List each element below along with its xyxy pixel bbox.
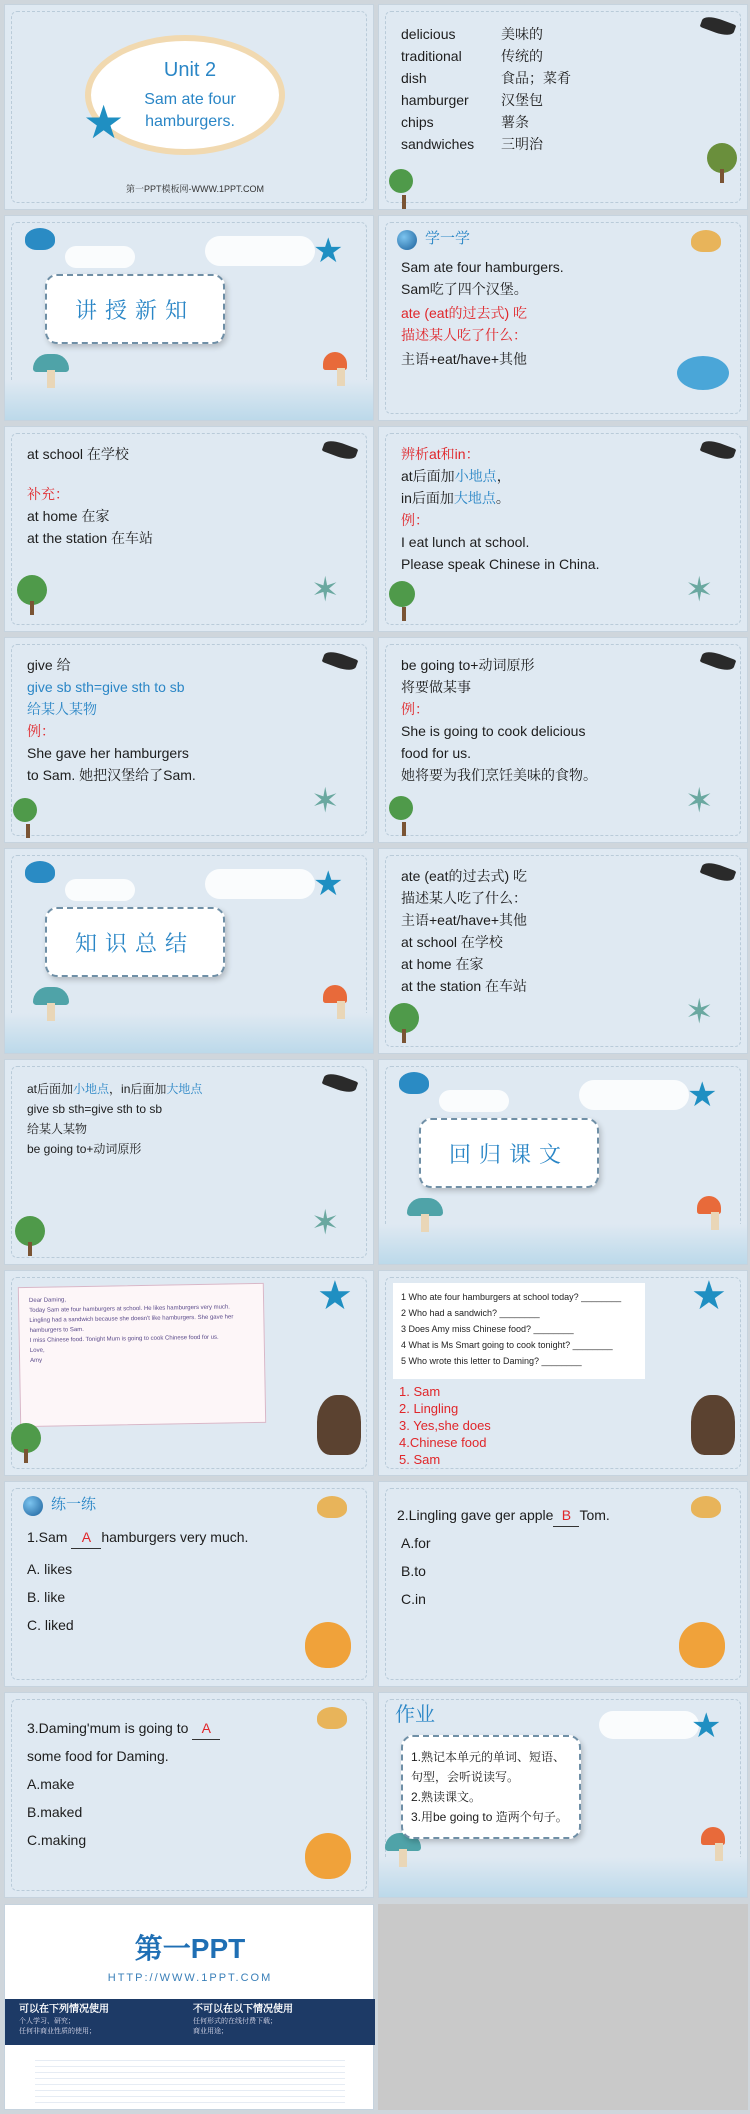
letter-line: Lingling had a sandwich because she doesn't like hamburgers. She gave her xyxy=(29,1314,234,1324)
bird-icon xyxy=(677,356,729,390)
small-tree-icon xyxy=(389,169,413,193)
fox-icon xyxy=(305,1622,351,1668)
option-item[interactable]: C.in xyxy=(401,1591,426,1607)
slide-practice-3[interactable] xyxy=(4,1692,374,1898)
brand-logo: 第一PPT xyxy=(134,1933,246,1964)
starfish-icon: ✶ xyxy=(685,571,714,609)
slide-place-phrases[interactable] xyxy=(4,426,374,632)
text-line: I eat lunch at school. xyxy=(401,534,530,550)
homework-item: 3.用be going to 造两个句子。 xyxy=(411,1810,568,1824)
vocab-word: dish xyxy=(401,70,427,86)
slide-vocabulary[interactable] xyxy=(378,4,748,210)
answer-blank[interactable]: A xyxy=(71,1526,101,1549)
question-continued: some food for Daming. xyxy=(27,1748,169,1764)
shell-icon xyxy=(25,228,55,250)
text-line: 例： xyxy=(401,512,429,528)
question-line: 4 What is Ms Smart going to cook tonight? ________ xyxy=(401,1340,613,1350)
link-list-placeholder xyxy=(35,2055,345,2103)
shell-icon xyxy=(691,230,721,252)
text-line: at school 在学校 xyxy=(27,446,129,462)
slide-summary-1[interactable] xyxy=(378,848,748,1054)
text-line: at home 在家 xyxy=(27,508,110,524)
question: 3.Daming'mum is going to A xyxy=(27,1717,220,1740)
starfish-icon: ★ xyxy=(691,1707,722,1745)
text-line: 主语+eat/have+其他 xyxy=(401,351,528,367)
letter-line: Dear Daming, xyxy=(28,1297,67,1304)
text-line: at the station 在车站 xyxy=(401,978,528,994)
mushroom-icon xyxy=(323,352,347,370)
text-line: be going to+动词原形 xyxy=(401,657,535,673)
license-left-line: 个人学习、研究； xyxy=(19,2018,75,2025)
starfish-icon: ★ xyxy=(317,1274,353,1318)
text-line: She gave her hamburgers xyxy=(27,745,189,761)
cloud xyxy=(599,1711,699,1739)
text-line: 例： xyxy=(27,723,55,739)
slide-at-in[interactable] xyxy=(378,426,748,632)
water xyxy=(379,1224,747,1264)
question-line: 3 Does Amy miss Chinese food? ________ xyxy=(401,1324,574,1334)
vocab-word: chips xyxy=(401,114,434,130)
bird-icon xyxy=(322,438,359,463)
text-line: ate (eat的过去式) 吃 xyxy=(401,868,528,884)
text-line: be going to+动词原形 xyxy=(27,1142,142,1156)
vocab-meaning: 三明治 xyxy=(501,136,543,152)
text-line: She is going to cook delicious xyxy=(401,723,586,739)
homework-item: 1.熟记本单元的单词、短语、 xyxy=(411,1750,566,1764)
shell-icon xyxy=(317,1496,347,1518)
license-right-line: 任何形式的在线付费下载； xyxy=(193,2018,277,2025)
license-left-line: 任何非商业性质的使用； xyxy=(19,2028,96,2035)
credit-text: 第一PPT模板网-WWW.1PPT.COM xyxy=(126,184,264,194)
empty-slot xyxy=(378,1904,748,2110)
letter-text xyxy=(19,1284,264,1374)
bird-icon xyxy=(322,649,359,674)
letter-line: I miss Chinese food. Tonight Mum is going to cook Chinese food for us. xyxy=(29,1334,219,1344)
text-line: 辨析at和in： xyxy=(401,446,480,462)
fox-icon xyxy=(679,1622,725,1668)
license-left-title: 可以在下列情况使用 xyxy=(19,2004,109,2015)
text-line: in后面加大地点。 xyxy=(401,490,510,506)
text-line: 描述某人吃了什么： xyxy=(401,890,527,906)
cloud xyxy=(205,236,315,266)
bird-icon xyxy=(700,649,737,674)
mushroom-icon xyxy=(33,354,69,372)
mushroom-icon xyxy=(701,1827,725,1845)
globe-icon xyxy=(397,230,417,250)
text-line: Sam ate four hamburgers. xyxy=(401,259,564,275)
bird-icon xyxy=(700,438,737,463)
homework-list xyxy=(403,1737,579,1837)
starfish-icon: ✶ xyxy=(311,1204,340,1242)
starfish-icon: ★ xyxy=(313,865,344,903)
starfish-icon: ✶ xyxy=(685,782,714,820)
text-line: 补充： xyxy=(27,486,69,502)
section-box: 知识总结 xyxy=(45,907,225,977)
text-line: give sb sth=give sth to sb xyxy=(27,1102,163,1116)
vocab-word: traditional xyxy=(401,48,462,64)
text-line: 例： xyxy=(401,701,429,717)
text-line: at home 在家 xyxy=(401,956,484,972)
water xyxy=(5,1013,373,1053)
text-line: Please speak Chinese in China. xyxy=(401,556,600,572)
text-line: 给某人某物 xyxy=(27,1122,88,1136)
questions-list xyxy=(393,1283,645,1375)
option-item[interactable]: B.maked xyxy=(27,1804,83,1820)
option-item[interactable]: A.make xyxy=(27,1776,75,1792)
text-line: at the station 在车站 xyxy=(27,530,154,546)
license-bar xyxy=(5,1999,375,2045)
option-item[interactable]: C.making xyxy=(27,1832,87,1848)
slide-practice-1[interactable] xyxy=(4,1481,374,1687)
answer-line: 5. Sam xyxy=(399,1452,441,1467)
text-line: 描述某人吃了什么： xyxy=(401,327,527,343)
text-line: 主语+eat/have+其他 xyxy=(401,912,528,928)
slide-section-teach[interactable] xyxy=(4,215,374,421)
answer-line: 1. Sam xyxy=(399,1384,441,1399)
question-line: 5 Who wrote this letter to Daming? ________ xyxy=(401,1356,582,1366)
water xyxy=(379,1857,747,1897)
slide-homework[interactable] xyxy=(378,1692,748,1898)
bird-icon xyxy=(322,1071,359,1096)
option-item[interactable]: A.for xyxy=(401,1535,431,1551)
starfish-icon: ✶ xyxy=(311,782,340,820)
text-line: 将要做某事 xyxy=(401,679,471,695)
tree-icon xyxy=(389,1003,419,1033)
answer-line: 2. Lingling xyxy=(399,1401,459,1416)
section-box: 讲授新知 xyxy=(45,274,225,344)
vocab-meaning: 汉堡包 xyxy=(501,92,543,108)
tree-icon xyxy=(15,1216,45,1246)
shell-icon xyxy=(25,861,55,883)
text-line: give 给 xyxy=(27,657,71,673)
answer-blank[interactable]: A xyxy=(192,1717,220,1740)
mushroom-icon xyxy=(33,987,69,1005)
slide-title[interactable] xyxy=(4,4,374,210)
globe-icon xyxy=(23,1496,43,1516)
question: 2.Lingling gave ger apple B Tom. xyxy=(397,1504,610,1527)
bear-icon xyxy=(317,1395,361,1455)
fox-icon xyxy=(305,1833,351,1879)
section-box: 回归课文 xyxy=(419,1118,599,1188)
starfish-icon: ✶ xyxy=(311,571,340,609)
unit-label: Unit 2 xyxy=(163,59,217,81)
tree-icon xyxy=(389,581,415,607)
letter-line: hamburgers to Sam. xyxy=(29,1327,84,1334)
slide-practice-2[interactable] xyxy=(378,1481,748,1687)
option-item[interactable]: A. likes xyxy=(27,1561,73,1577)
text-line: 她将要为我们烹饪美味的食物。 xyxy=(401,767,597,783)
homework-box xyxy=(401,1735,581,1839)
tree-icon xyxy=(11,1423,41,1453)
text-line: to Sam. 她把汉堡给了Sam. xyxy=(27,767,196,783)
shell-icon xyxy=(691,1496,721,1518)
answer-blank[interactable]: B xyxy=(553,1504,579,1527)
slide-give[interactable] xyxy=(4,637,374,843)
tree-icon xyxy=(13,798,37,822)
shell-icon xyxy=(317,1707,347,1729)
letter-line: Today Sam ate four hamburgers at school. He likes hamburgers very much. xyxy=(29,1304,231,1314)
section-heading: 练一练 xyxy=(51,1496,97,1513)
slide-questions[interactable] xyxy=(378,1270,748,1476)
text-line: at后面加小地点，in后面加大地点 xyxy=(27,1082,203,1096)
bird-icon xyxy=(700,860,737,885)
slide-section-review[interactable] xyxy=(378,1059,748,1265)
questions-card xyxy=(393,1283,645,1379)
option-item[interactable]: B. like xyxy=(27,1589,66,1605)
lesson-title: Sam ate four hamburgers. xyxy=(144,91,236,130)
letter-card xyxy=(18,1283,266,1427)
letter-line: Amy xyxy=(30,1357,43,1364)
option-item[interactable]: B.to xyxy=(401,1563,426,1579)
brand-url[interactable]: HTTP://WWW.1PPT.COM xyxy=(107,1972,273,1984)
vocab-word: hamburger xyxy=(401,92,469,108)
starfish-icon: ★ xyxy=(687,1076,718,1114)
option-item[interactable]: C. liked xyxy=(27,1617,74,1633)
vocab-word: delicious xyxy=(401,26,456,42)
text-line: Sam吃了四个汉堡。 xyxy=(401,281,528,297)
slide-be-going-to[interactable] xyxy=(378,637,748,843)
mushroom-icon xyxy=(697,1196,721,1214)
question-line: 1 Who ate four hamburgers at school today? ________ xyxy=(401,1292,622,1302)
homework-item: 句型，会听说读写。 xyxy=(411,1770,520,1784)
homework-heading: 作业 xyxy=(395,1704,435,1726)
starfish-icon: ✶ xyxy=(685,993,714,1031)
mushroom-icon xyxy=(323,985,347,1003)
text-line: 给某人某物 xyxy=(27,701,97,717)
license-right-line: 商业用途； xyxy=(193,2028,228,2035)
section-heading: 学一学 xyxy=(425,230,471,247)
vocab-meaning: 美味的 xyxy=(501,26,543,42)
license-right-title: 不可以在以下情况使用 xyxy=(193,2004,293,2015)
homework-item: 2.熟读课文。 xyxy=(411,1790,482,1804)
starfish-icon: ★ xyxy=(313,232,344,270)
text-line: food for us. xyxy=(401,745,472,761)
answer-line: 4.Chinese food xyxy=(399,1435,487,1450)
slide-footer-license[interactable] xyxy=(4,1904,374,2110)
starfish-icon: ★ xyxy=(691,1274,727,1318)
cloud xyxy=(205,869,315,899)
letter-line: Love, xyxy=(29,1347,45,1354)
bird-icon xyxy=(700,14,737,39)
water xyxy=(5,380,373,420)
text-line: ate (eat的过去式) 吃 xyxy=(401,305,528,321)
vocab-meaning: 薯条 xyxy=(501,114,529,130)
slide-learn[interactable] xyxy=(378,215,748,421)
cloud xyxy=(439,1090,509,1112)
question-line: 2 Who had a sandwich? ________ xyxy=(401,1308,540,1318)
tree-icon xyxy=(17,575,47,605)
text-line: at school 在学校 xyxy=(401,934,503,950)
question: 1.Sam A hamburgers very much. xyxy=(27,1526,248,1549)
vocab-word: sandwiches xyxy=(401,136,475,152)
text-line: at后面加小地点， xyxy=(401,468,511,484)
slide-summary-2[interactable] xyxy=(4,1059,374,1265)
cloud xyxy=(65,879,135,901)
tree-icon xyxy=(389,796,413,820)
bear-icon xyxy=(691,1395,735,1455)
starfish-icon: ★ xyxy=(83,96,125,148)
answer-line: 3. Yes,she does xyxy=(399,1418,491,1433)
vocab-meaning: 食品；菜肴 xyxy=(501,70,571,86)
mushroom-icon xyxy=(407,1198,443,1216)
text-line: give sb sth=give sth to sb xyxy=(27,679,185,695)
vocab-meaning: 传统的 xyxy=(501,48,543,64)
tree-icon xyxy=(707,143,737,173)
slide-letter[interactable] xyxy=(4,1270,374,1476)
shell-icon xyxy=(399,1072,429,1094)
cloud xyxy=(65,246,135,268)
slide-section-summary[interactable] xyxy=(4,848,374,1054)
cloud xyxy=(579,1080,689,1110)
